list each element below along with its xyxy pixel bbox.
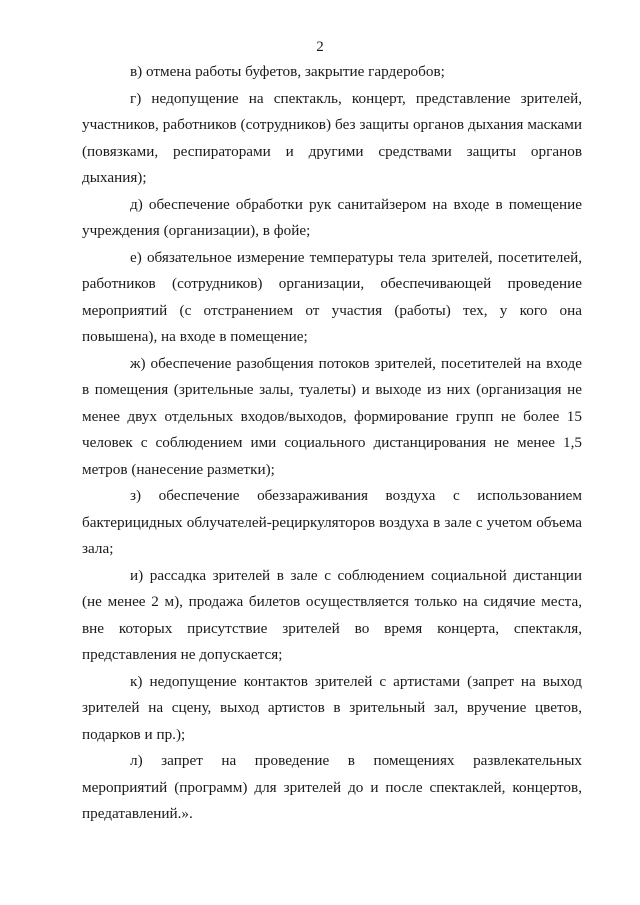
paragraph-g: г) недопущение на спектакль, концерт, представление зрителей, участников, работников (сотрудников) без защиты органов дыхания масками (повязками, респираторами и другими средствами защиты органов дыхания); xyxy=(82,89,582,186)
paragraph-i: и) рассадка зрителей в зале с соблюдением социальной дистанции (не менее 2 м), продажа билетов осуществляется только на сидячие места, вне которых присутствие зрителей во время концерта, спектакля, представления не допускается; xyxy=(82,566,582,663)
paragraph-zh: ж) обеспечение разобщения потоков зрителей, посетителей на входе в помещения (зрительные залы, туалеты) и выходе из них (организация не менее двух отдельных входов/выходов, формирование групп не более 15 человек с соблюдением ими социального дистанцирования не менее 1,5 метров (нанесение разметки); xyxy=(82,354,582,478)
paragraph-v: в) отмена работы буфетов, закрытие гардеробов; xyxy=(130,63,445,80)
paragraph-k: к) недопущение контактов зрителей с артистами (запрет на выход зрителей на сцену, выход артистов в зрительный зал, вручение цветов, подарков и пр.); xyxy=(82,672,582,743)
paragraph-l: л) запрет на проведение в помещениях развлекательных мероприятий (программ) для зрителей до и после спектаклей, концертов, предатавлений.». xyxy=(82,752,582,822)
paragraph-z: з) обеспечение обеззараживания воздуха с использованием бактерицидных облучателей-рециркуляторов воздуха в зале с учетом объема зала; xyxy=(82,487,582,557)
paragraph-e: е) обязательное измерение температуры тела зрителей, посетителей, работников (сотрудников) организации, обеспечивающей проведение мероприятий (с отстранением от участия (работы) тех, у кого она повышена), на входе в помещение; xyxy=(82,248,582,345)
paragraph-d: д) обеспечение обработки рук санитайзером на входе в помещение учреждения (организации), в фойе; xyxy=(82,195,582,239)
page-number: 2 xyxy=(316,39,324,55)
document-body xyxy=(82,59,582,828)
